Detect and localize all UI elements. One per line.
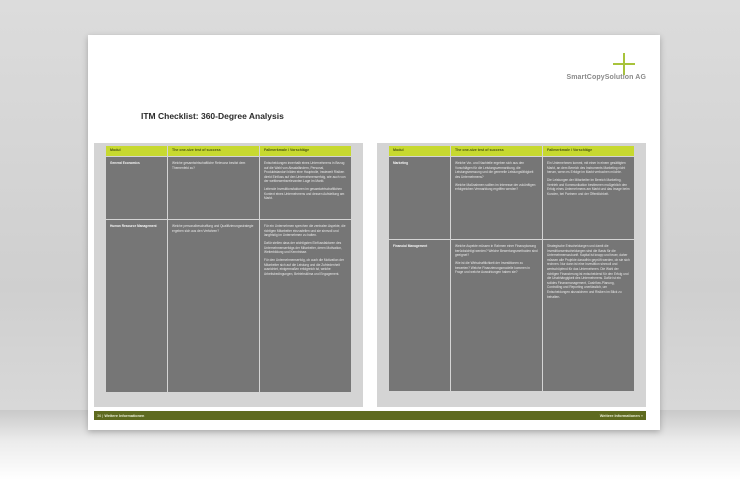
next-arrow-icon: » <box>640 413 643 418</box>
notes-cell <box>260 157 351 219</box>
header-cell: Fallmerkmale / Vorschläge <box>543 146 634 156</box>
module-cell: Financial Management <box>389 240 450 391</box>
question-cell <box>451 240 542 391</box>
note-paragraph: Dafür stellen dass der wichtigsten Einflussfaktoren des Unternehmenserfolgs der Mitarbeiter, deren Motivation, Weiterbildung und Kenntnisse. <box>264 240 342 255</box>
module-cell: Human Resource Management <box>106 220 167 392</box>
footer-left-label: Weitere Informationen <box>104 413 145 418</box>
note-paragraph: Entscheidungen innerhalb eines Unternehmens in Bezug auf die Wahl von Absatzländern, Personal, Produktstandort bilden eine Hauptrolle, inwieweit Risiken direkt Einfluss auf den Unternehmenserfolg, wie auch von der wettbewerbsrelevanten Lage im Markt. <box>264 161 346 184</box>
module-cell: Marketing <box>389 157 450 239</box>
left-panel <box>94 143 363 407</box>
question-paragraph: Welche Vor- und Nachteile ergeben sich aus den Vorschlägen für die Leistungsvermarktung, die Leistungsmessung und die generelle Leistungsfähigkeit des Unternehmens? <box>455 161 534 179</box>
footer-right[interactable] <box>600 414 643 418</box>
footer-left[interactable]: 36 | Weitere Informationen <box>97 413 145 418</box>
note-paragraph: Ein Unternehmen kommt, mit einer in einem gesättigten Markt, an dem Bereich des Instruments Marketing nicht herum, wenn es Erfolge im Markt verbuchen möchte. <box>547 161 626 175</box>
left-table <box>106 146 352 393</box>
table-row <box>106 220 352 392</box>
brand-cross-icon <box>613 53 635 75</box>
module-cell: General Economics <box>106 157 167 219</box>
table-row <box>389 157 635 239</box>
note-paragraph: Für ein Unternehmen sprechen die zentralen Aspekte, die richtigen Mitarbeiter einzustellen und sie sinnvoll und langfristig im Unternehmen zu halten. <box>264 224 346 238</box>
header-cell: Modul <box>106 146 167 156</box>
table-header <box>389 146 635 156</box>
note-paragraph: Für den Unternehmenserfolg, ob auch die Motivation der Mitarbeiter sich auf die Leistung und die Zufriedenheit ausrichtet, einigermaßen erfolgreich ist, welche Arbeitsbedingungen, Betriebsklima und Engagement. <box>264 257 344 276</box>
notes-cell <box>260 220 351 392</box>
footer-bar <box>94 411 646 420</box>
note-paragraph: Leitende Investitionsfaktoren im gesamtwirtschaftlichen Kontext eines Unternehmens und dessen Aufstellung am Markt. <box>264 187 345 201</box>
header-cell: The one-size test of success <box>451 146 542 156</box>
notes-cell <box>543 157 634 239</box>
footer-right-label: Weitere Informationen <box>599 413 640 418</box>
question-cell: Welche gesamtwirtschaftliche Relevanz besitzt dem Themenfeld zu? <box>168 157 259 219</box>
question-paragraph: Welche Aspekte müssen in Rahmen einer Finanzplanung berücksichtigt werden? Welche Bewertungsmethoden sind geeignet? <box>455 244 538 258</box>
table-row <box>389 240 635 391</box>
note-paragraph: Die Leistungen der Mitarbeiter im Bereich Marketing, Vertrieb und Kommunikation bestimmen maßgeblich den Erfolg eines Unternehmens am Markt und das Image beim Kunden, bei Partnern und der Öffentlichkeit. <box>547 177 630 196</box>
table-row <box>106 157 352 219</box>
right-table <box>389 146 635 392</box>
question-paragraph: Wie ist die Wirtschaftlichkeit der Investitionen zu bewerten? Welche Finanzierungsmodelle kommen in Frage und welche Auswirkungen haben sie? <box>455 260 530 275</box>
right-panel <box>377 143 646 407</box>
question-cell: Welche personalbeschaffung und Qualifizierungsstrategie ergeben sich aus den Verfahren? <box>168 220 259 392</box>
header-cell: The one-size test of success <box>168 146 259 156</box>
notes-cell <box>543 240 634 391</box>
header-cell: Modul <box>389 146 450 156</box>
brand-name: SmartCopySolution AG <box>566 74 646 81</box>
question-paragraph: Welche Maßnahmen sollten im Interesse der zukünftigen erfolgreichen Vermarktung ergriffen werden? <box>455 182 536 192</box>
table-header <box>106 146 352 156</box>
document-spread <box>88 35 660 430</box>
question-cell <box>451 157 542 239</box>
header-cell: Fallmerkmale / Vorschläge <box>260 146 351 156</box>
page-title: ITM Checklist: 360-Degree Analysis <box>141 111 284 121</box>
note-paragraph: Strategische Entscheidungen und damit die Investitionsentscheidungen sind die Basis für die Unternehmenszukunft. Kapital ist knapp und teuer, daher müssen alle Projekte daraufhin geprüft werden, ob sie sich rechnen. Nur dann ist eine Investition sinnvoll und wertschöpfend für das Unternehmen. Die Wahl der richtigen Finanzierung ist entscheidend für den Erfolg und die Unabhängigkeit des Unternehmens. Dafür ist ein solides Finanzmanagement, Cashflow-Planung, Controlling und Reporting unerlässlich, um Entscheidungen abzusichern und Risiken im Blick zu behalten. <box>547 244 630 299</box>
page-number: 36 <box>97 413 102 418</box>
